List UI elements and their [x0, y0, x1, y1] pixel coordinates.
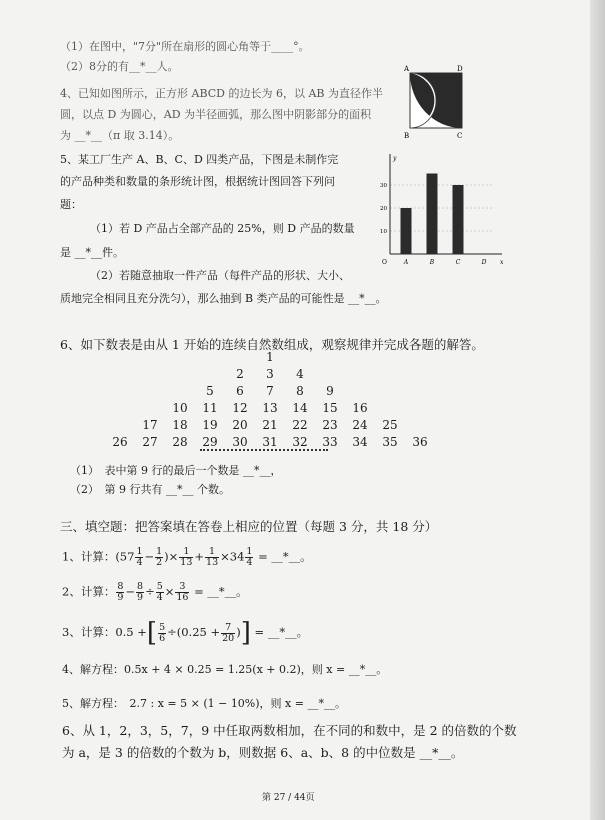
triangle-number: 36	[412, 435, 428, 449]
problem-6-line1: 6、从 1，2，3，5，7，9 中任取两数相加，在不同的和数中，是 2 的倍数的个数	[62, 723, 517, 738]
triangle-number: 12	[232, 401, 248, 415]
q5-line3: 题：	[60, 198, 82, 211]
bar-chart	[372, 146, 510, 270]
triangle-number: 24	[352, 418, 368, 432]
p3-prefix: 3、计算：0.5 +	[62, 625, 147, 639]
triangle-number: 22	[292, 418, 308, 432]
triangle-number: 30	[232, 435, 248, 449]
bar-A	[401, 208, 412, 254]
q5-part1: （1）若 D 产品占全部产品的 25%，则 D 产品的数量	[90, 222, 355, 235]
problem-6-line2: 为 a，是 3 的倍数的个数为 b，则数据 6、a、b、8 的中位数是 __*__。	[62, 745, 464, 760]
triangle-number: 5	[206, 384, 214, 398]
q3-part2: （2）8分的有__*__人。	[60, 60, 179, 73]
problem-5: 5、解方程： 2.7 : x = 5 × (1 − 10%)，则 x = __*__。	[62, 697, 346, 710]
q4-figure	[402, 62, 472, 140]
q5-line2: 的产品种类和数量的条形统计图，根据统计图回答下列问	[60, 175, 335, 188]
x-tick-label: C	[455, 259, 461, 266]
p1-answer: = __*__。	[258, 549, 312, 564]
p3-answer: = __*__。	[254, 625, 309, 639]
triangle-number: 16	[352, 401, 368, 415]
y-tick-label: 30	[380, 183, 387, 189]
triangle-number: 23	[322, 418, 338, 432]
q6-part1: （1） 表中第 9 行的最后一个数是 __*__，	[70, 464, 282, 477]
q5-line1: 5、某工厂生产 A、B、C、D 四类产品，下图是未制作完	[60, 153, 339, 166]
continuation-dots	[200, 449, 328, 451]
triangle-number: 17	[142, 418, 158, 432]
triangle-number: 10	[172, 401, 188, 415]
triangle-number: 25	[382, 418, 398, 432]
q4-line3: 为 __*__（π 取 3.14）。	[60, 129, 180, 142]
q5-part2: （2）若随意抽取一件产品（每件产品的形状、大小、	[90, 269, 350, 282]
origin-label: O	[382, 259, 387, 266]
triangle-number: 32	[292, 435, 308, 449]
triangle-number: 11	[202, 401, 218, 415]
triangle-number: 21	[262, 418, 278, 432]
q4-line1: 4、已知如图所示，正方形 ABCD 的边长为 6，以 AB 为直径作半	[60, 87, 383, 100]
q5-part2-answer: 质地完全相同且充分洗匀），那么抽到 B 类产品的可能性是 __*__。	[60, 292, 387, 305]
bar-B	[427, 174, 438, 255]
triangle-row	[0, 418, 590, 434]
triangle-number: 29	[202, 435, 218, 449]
triangle-number: 26	[112, 435, 128, 449]
label-A: A	[404, 65, 410, 73]
q3-part1: （1）在图中，"7分"所在扇形的圆心角等于____°。	[60, 40, 310, 53]
label-B: B	[404, 132, 410, 140]
triangle-number: 1	[266, 350, 274, 364]
triangle-number: 3	[266, 367, 274, 381]
triangle-number: 27	[142, 435, 158, 449]
x-tick-label: B	[429, 259, 435, 266]
triangle-number: 31	[262, 435, 278, 449]
label-C: C	[457, 132, 463, 140]
x-tick-label: D	[481, 259, 487, 266]
triangle-number: 19	[202, 418, 218, 432]
triangle-row	[0, 384, 590, 400]
triangle-number: 28	[172, 435, 188, 449]
q5-part1-answer: 是 __*__件。	[60, 246, 124, 259]
triangle-row	[0, 367, 590, 383]
q6-intro: 6、如下数表是由从 1 开始的连续自然数组成，观察规律并完成各题的解答。	[60, 337, 484, 352]
triangle-number: 20	[232, 418, 248, 432]
triangle-number: 4	[296, 367, 304, 381]
triangle-number: 2	[236, 367, 244, 381]
triangle-number: 8	[296, 384, 304, 398]
section3-heading: 三、填空题：把答案填在答卷上相应的位置（每题 3 分，共 18 分）	[60, 519, 438, 534]
triangle-row	[0, 401, 590, 417]
label-D: D	[457, 65, 463, 73]
y-tick-label: 20	[380, 206, 387, 212]
problem-3: 3、计算：0.5 +[ $\frac{5}{6}$ ÷(0.25 + $\frac{7}{20}$ )] = __*__。	[62, 618, 309, 648]
page-number: 第 27 / 44页	[262, 793, 315, 803]
triangle-number: 14	[292, 401, 308, 415]
triangle-number: 7	[266, 384, 274, 398]
p2-prefix: 2、计算：	[62, 584, 116, 599]
y-axis-label: y	[393, 155, 397, 162]
triangle-number: 9	[326, 384, 334, 398]
scan-edge-shadow	[590, 0, 605, 820]
p2-answer: = __*__。	[194, 584, 248, 599]
triangle-number: 18	[172, 418, 188, 432]
problem-2: 2、计算： $\frac{8}{9}$ − $\frac{8}{9}$ ÷ $\frac{5}{4}$ × $\frac{3}{16}$ = __*__。	[62, 581, 248, 603]
triangle-number: 34	[352, 435, 368, 449]
q4-line2: 圆，以点 D 为圆心，AD 为半径画弧，那么图中阴影部分的面积	[60, 108, 372, 121]
q6-part2: （2） 第 9 行共有 __*__ 个数。	[70, 483, 230, 496]
problem-1: 1、计算：(57 $\frac{1}{4}$ − $\frac{1}{2}$ )× $\frac{1}{13}$ + $\frac{1}{13}$ ×34 $\frac{1}{4}$ = __*__。	[62, 546, 312, 568]
problem-4: 4、解方程：0.5x + 4 × 0.25 = 1.25(x + 0.2)，则 x = __*__。	[62, 663, 388, 676]
triangle-number: 13	[262, 401, 278, 415]
p1-prefix: 1、计算：(57	[62, 549, 135, 564]
x-axis-label: x	[500, 259, 504, 266]
triangle-number: 35	[382, 435, 398, 449]
triangle-row	[0, 350, 590, 366]
triangle-number: 6	[236, 384, 244, 398]
x-tick-label: A	[403, 259, 409, 266]
y-tick-label: 10	[380, 229, 387, 235]
triangle-number: 15	[322, 401, 338, 415]
triangle-number: 33	[322, 435, 338, 449]
bar-C	[453, 185, 464, 254]
